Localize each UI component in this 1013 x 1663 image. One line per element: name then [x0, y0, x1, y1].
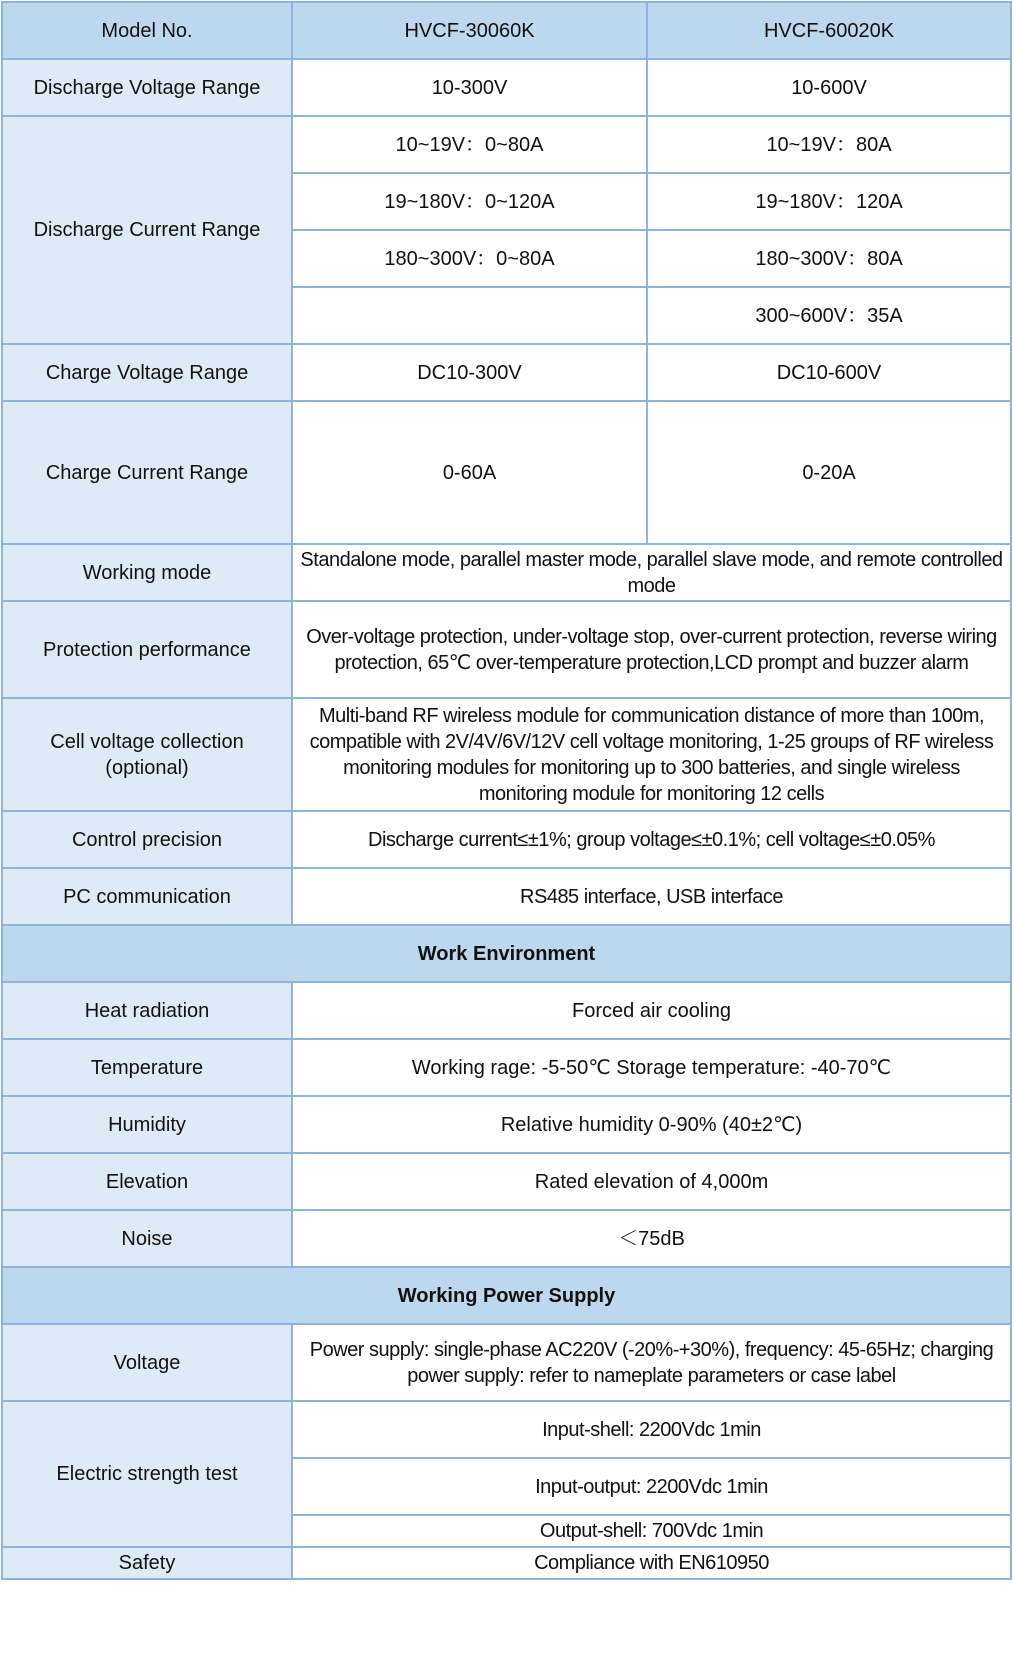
discharge-current-a: 180~300V：0~80A — [292, 230, 647, 287]
table-row — [2, 1547, 1011, 1579]
control-precision-label: Control precision — [2, 811, 292, 868]
discharge-voltage-label: Discharge Voltage Range — [2, 59, 292, 116]
table-row — [2, 401, 1011, 544]
table-row — [2, 1267, 1011, 1324]
safety-label: Safety — [2, 1547, 292, 1579]
heat-radiation-value: Forced air cooling — [292, 982, 1011, 1039]
table-row — [2, 1210, 1011, 1267]
discharge-current-b: 19~180V：120A — [647, 173, 1011, 230]
table-row — [2, 868, 1011, 925]
elevation-label: Elevation — [2, 1153, 292, 1210]
protection-label: Protection performance — [2, 601, 292, 698]
charge-voltage-label: Charge Voltage Range — [2, 344, 292, 401]
charge-current-a: 0-60A — [292, 401, 647, 544]
noise-value: ＜75dB — [292, 1210, 1011, 1267]
working-mode-label: Working mode — [2, 544, 292, 601]
table-row — [2, 1039, 1011, 1096]
protection-value: Over-voltage protection, under-voltage stop, over-current protection, reverse wiring protection, 65℃ over-temperature protection,LCD prompt and buzzer alarm — [292, 601, 1011, 698]
model-b-header: HVCF-60020K — [647, 2, 1011, 59]
temperature-label: Temperature — [2, 1039, 292, 1096]
voltage-label: Voltage — [2, 1324, 292, 1401]
discharge-voltage-b: 10-600V — [647, 59, 1011, 116]
voltage-value: Power supply: single-phase AC220V (-20%-+30%), frequency: 45-65Hz; charging power supply: refer to nameplate parameters or case label — [292, 1324, 1011, 1401]
electric-strength-value: Input-output: 2200Vdc 1min — [292, 1458, 1011, 1515]
discharge-current-b: 180~300V：80A — [647, 230, 1011, 287]
model-a-header: HVCF-30060K — [292, 2, 647, 59]
discharge-voltage-a: 10-300V — [292, 59, 647, 116]
electric-strength-value: Output-shell: 700Vdc 1min — [292, 1515, 1011, 1547]
discharge-current-b: 300~600V：35A — [647, 287, 1011, 344]
charge-voltage-a: DC10-300V — [292, 344, 647, 401]
electric-strength-value: Input-shell: 2200Vdc 1min — [292, 1401, 1011, 1458]
table-row — [2, 811, 1011, 868]
table-row — [2, 59, 1011, 116]
table-row — [2, 1153, 1011, 1210]
working-mode-value: Standalone mode, parallel master mode, parallel slave mode, and remote controlled mode — [292, 544, 1011, 601]
table-row — [2, 2, 1011, 59]
charge-current-b: 0-20A — [647, 401, 1011, 544]
charge-voltage-b: DC10-600V — [647, 344, 1011, 401]
table-row — [2, 544, 1011, 601]
heat-radiation-label: Heat radiation — [2, 982, 292, 1039]
safety-value: Compliance with EN610950 — [292, 1547, 1011, 1579]
table-row — [2, 982, 1011, 1039]
model-label: Model No. — [2, 2, 292, 59]
electric-strength-label: Electric strength test — [2, 1401, 292, 1547]
humidity-value: Relative humidity 0-90% (40±2℃) — [292, 1096, 1011, 1153]
pc-communication-label: PC communication — [2, 868, 292, 925]
discharge-current-a: 19~180V：0~120A — [292, 173, 647, 230]
table-row — [2, 1096, 1011, 1153]
table-row — [2, 116, 1011, 173]
discharge-current-a — [292, 287, 647, 344]
spec-table — [1, 1, 1012, 1580]
cell-voltage-label: Cell voltage collection (optional) — [2, 698, 292, 811]
table-row — [2, 1401, 1011, 1458]
discharge-current-label: Discharge Current Range — [2, 116, 292, 344]
working-power-supply-heading: Working Power Supply — [2, 1267, 1011, 1324]
table-row — [2, 925, 1011, 982]
noise-label: Noise — [2, 1210, 292, 1267]
work-environment-heading: Work Environment — [2, 925, 1011, 982]
elevation-value: Rated elevation of 4,000m — [292, 1153, 1011, 1210]
table-row — [2, 344, 1011, 401]
control-precision-value: Discharge current≤±1%; group voltage≤±0.1%; cell voltage≤±0.05% — [292, 811, 1011, 868]
humidity-label: Humidity — [2, 1096, 292, 1153]
discharge-current-b: 10~19V：80A — [647, 116, 1011, 173]
table-row — [2, 601, 1011, 698]
temperature-value: Working rage: -5-50℃ Storage temperature: -40-70℃ — [292, 1039, 1011, 1096]
table-row — [2, 698, 1011, 811]
cell-voltage-value: Multi-band RF wireless module for communication distance of more than 100m, compatible with 2V/4V/6V/12V cell voltage monitoring, 1-25 groups of RF wireless monitoring modules for monitoring up to 300 batteries, and single wireless monitoring module for monitoring 12 cells — [292, 698, 1011, 811]
pc-communication-value: RS485 interface, USB interface — [292, 868, 1011, 925]
table-row — [2, 1324, 1011, 1401]
discharge-current-a: 10~19V：0~80A — [292, 116, 647, 173]
charge-current-label: Charge Current Range — [2, 401, 292, 544]
